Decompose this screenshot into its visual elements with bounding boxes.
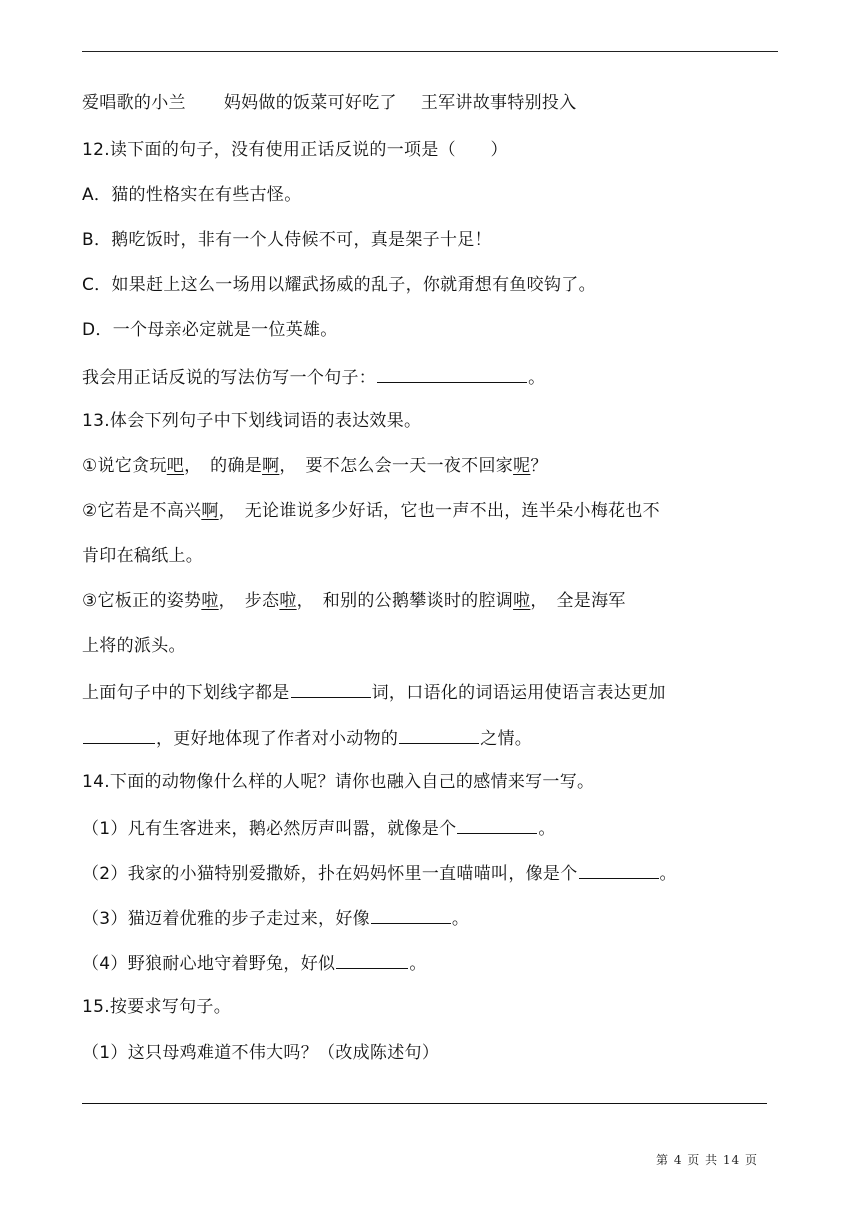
answer-blank[interactable] [336, 951, 408, 969]
q12-option-c: C．如果赶上这么一场用以耀武扬威的乱子，你就甭想有鱼咬钩了。 [82, 275, 596, 295]
q14-item-2: （2）我家的小猫特别爱撒娇，扑在妈妈怀里一直喵喵叫，像是个 。 [82, 861, 677, 885]
underlined-particle: 啦 [201, 591, 219, 611]
q12-option-d: D．一个母亲必定就是一位英雄。 [82, 320, 338, 340]
underlined-particle: 啊 [262, 456, 280, 476]
answer-blank[interactable] [291, 680, 371, 698]
answer-blank[interactable] [371, 906, 451, 924]
q13-sentence-1: ①说它贪玩吧， 的确是啊， 要不怎么会一天一夜不回家呢？ [82, 456, 548, 476]
q14-item-1: （1）凡有生客进来，鹅必然厉声叫嚣，就像是个 。 [82, 816, 556, 840]
q14-item-3: （3）猫迈着优雅的步子走过来，好像 。 [82, 906, 469, 930]
header-rule [82, 51, 778, 52]
q13-sentence-3-cont: 上将的派头。 [82, 636, 186, 656]
answer-blank[interactable] [399, 726, 479, 744]
q13-fill-2: ，更好地体现了作者对小动物的 之情。 [82, 726, 532, 750]
word-options-line [82, 92, 577, 114]
q12-stem: 12.读下面的句子，没有使用正话反说的一项是（ ） [82, 140, 508, 160]
underlined-particle: 啦 [513, 591, 531, 611]
q13-sentence-3: ③它板正的姿势啦， 步态啦， 和别的公鹅攀谈时的腔调啦， 全是海军 [82, 591, 626, 611]
q12-option-b: B．鹅吃饭时，非有一个人侍候不可，真是架子十足！ [82, 230, 492, 250]
page-footer: 第 4 页 共 14 页 [656, 1153, 758, 1167]
answer-line[interactable] [82, 1103, 767, 1104]
q14-item-4: （4）野狼耐心地守着野兔，好似 。 [82, 951, 427, 975]
q12-option-a: A．猫的性格实在有些古怪。 [82, 185, 302, 205]
q13-fill-1: 上面句子中的下划线字都是 词，口语化的词语运用使语言表达更加 [82, 680, 666, 704]
answer-blank[interactable] [377, 365, 527, 383]
underlined-particle: 呢 [513, 456, 531, 476]
q13-sentence-2: ②它若是不高兴啊， 无论谁说多少好话，它也一声不出，连半朵小梅花也不 [82, 501, 660, 521]
underlined-particle: 啦 [279, 591, 297, 611]
underlined-particle: 啊 [201, 501, 219, 521]
option-mama: 妈妈做的饭菜可好吃了 [223, 93, 397, 113]
q12-followup: 我会用正话反说的写法仿写一个句子： 。 [82, 365, 545, 389]
answer-blank[interactable] [579, 861, 659, 879]
q15-stem: 15.按要求写句子。 [82, 997, 232, 1017]
option-wangjun: 王军讲故事特别投入 [420, 93, 577, 113]
q14-stem: 14.下面的动物像什么样的人呢？请你也融入自己的感情来写一写。 [82, 772, 595, 792]
answer-blank[interactable] [83, 726, 155, 744]
q13-sentence-2-cont: 肯印在稿纸上。 [82, 546, 204, 566]
option-xiaolan: 爱唱歌的小兰 [82, 93, 186, 113]
q15-item-1: （1）这只母鸡难道不伟大吗？（改成陈述句） [82, 1043, 440, 1063]
underlined-particle: 吧 [166, 456, 185, 476]
answer-blank[interactable] [457, 816, 537, 834]
q13-stem: 13.体会下列句子中下划线词语的表达效果。 [82, 411, 422, 431]
